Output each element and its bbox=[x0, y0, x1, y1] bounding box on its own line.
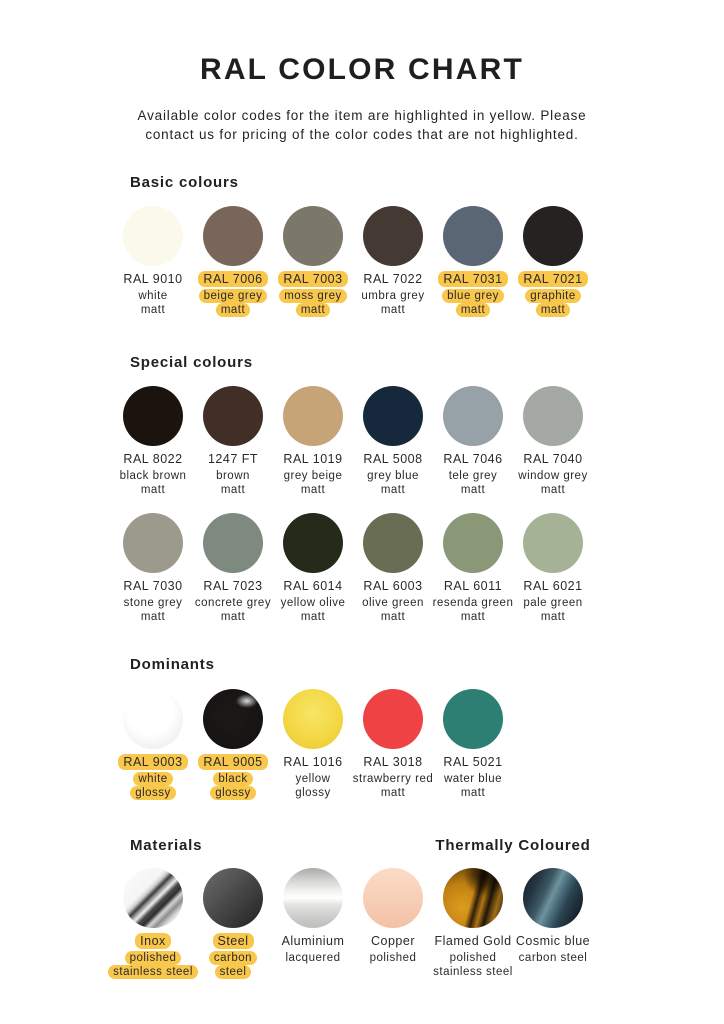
ral-9010-color-circle bbox=[123, 206, 183, 266]
swatch-sub-text: matt bbox=[380, 787, 406, 799]
swatch-sub-label bbox=[442, 290, 504, 303]
swatch-sub-label bbox=[216, 304, 250, 317]
swatch-code-text: RAL 7031 bbox=[438, 271, 507, 287]
swatch-sub-text: grey blue bbox=[367, 470, 419, 482]
swatch-sub-text: polished bbox=[125, 951, 182, 965]
swatch-sub-text: matt bbox=[296, 303, 330, 317]
intro-line-2: contact us for pricing of the color codes that are not highlighted. bbox=[145, 127, 579, 142]
swatch-ral-7040 bbox=[513, 386, 593, 497]
special-colours-row-2 bbox=[113, 513, 593, 624]
swatch-code-text: RAL 6014 bbox=[283, 579, 343, 593]
swatch-sub-text: tele grey bbox=[448, 470, 498, 482]
swatch-sub-label bbox=[210, 787, 256, 800]
swatch-code-text: RAL 7022 bbox=[363, 272, 423, 286]
swatch-code-label bbox=[208, 452, 258, 467]
swatch-sub-text: strawberry red bbox=[352, 773, 434, 785]
swatch-cosmic-blue bbox=[513, 868, 593, 979]
swatch-ral-6011 bbox=[433, 513, 513, 624]
flamed-gold-color-circle bbox=[443, 868, 503, 928]
page-title: RAL COLOR CHART bbox=[199, 53, 525, 87]
swatch-sub-label bbox=[381, 304, 405, 317]
swatch-sub-label bbox=[353, 773, 434, 786]
swatch-inox bbox=[113, 868, 193, 979]
swatch-sub-text: matt bbox=[380, 611, 406, 623]
swatch-sub-label bbox=[301, 484, 325, 497]
swatch-sub-label bbox=[213, 773, 252, 786]
section-heading-materials: Materials bbox=[130, 837, 203, 854]
swatch-code-label bbox=[283, 755, 342, 770]
swatch-ral-9010 bbox=[113, 206, 193, 317]
swatch-sub-text: white bbox=[138, 290, 168, 302]
swatch-sub-label bbox=[449, 470, 498, 483]
swatch-code-label bbox=[438, 272, 507, 287]
swatch-sub-label bbox=[519, 952, 588, 965]
swatch-code-label bbox=[443, 452, 502, 467]
swatch-code-label bbox=[283, 579, 342, 594]
swatch-sub-label bbox=[125, 952, 182, 965]
swatch-sub-text: matt bbox=[300, 484, 326, 496]
swatch-sub-label bbox=[285, 952, 340, 965]
swatch-code-text: RAL 8022 bbox=[123, 452, 183, 466]
swatch-code-text: Inox bbox=[135, 933, 171, 949]
swatch-code-label bbox=[118, 755, 187, 770]
intro-line-1: Available color codes for the item are highlighted in yellow. Please bbox=[137, 108, 587, 123]
ral-7046-color-circle bbox=[443, 386, 503, 446]
swatch-sub-text: matt bbox=[460, 787, 486, 799]
swatch-sub-text: brown bbox=[216, 470, 250, 482]
swatch-code-label bbox=[518, 272, 587, 287]
swatch-sub-label bbox=[433, 597, 514, 610]
swatch-sub-text: moss grey bbox=[279, 289, 347, 303]
swatch-sub-label bbox=[295, 787, 331, 800]
swatch-1247-ft bbox=[193, 386, 273, 497]
swatch-code-text: Steel bbox=[213, 933, 254, 949]
swatch-code-text: RAL 6003 bbox=[363, 579, 423, 593]
swatch-sub-label bbox=[461, 484, 485, 497]
swatch-sub-text: matt bbox=[380, 484, 406, 496]
swatch-sub-text: matt bbox=[220, 484, 246, 496]
swatch-code-text: RAL 1016 bbox=[283, 755, 343, 769]
swatch-sub-label bbox=[370, 952, 417, 965]
swatch-flamed-gold bbox=[433, 868, 513, 979]
swatch-sub-label bbox=[296, 304, 330, 317]
aluminium-color-circle bbox=[283, 868, 343, 928]
swatch-sub-text: concrete grey bbox=[194, 597, 272, 609]
swatch-sub-label bbox=[138, 290, 167, 303]
section-heading-basic-colours: Basic colours bbox=[130, 174, 239, 191]
swatch-ral-7030 bbox=[113, 513, 193, 624]
swatch-code-text: RAL 9010 bbox=[123, 272, 183, 286]
swatch-sub-text: glossy bbox=[130, 786, 176, 800]
swatch-sub-label bbox=[541, 484, 565, 497]
steel-color-circle bbox=[203, 868, 263, 928]
ral-7030-color-circle bbox=[123, 513, 183, 573]
swatch-code-text: Flamed Gold bbox=[434, 934, 512, 948]
swatch-code-label bbox=[434, 934, 511, 949]
swatch-sub-label bbox=[133, 773, 172, 786]
section-heading-thermally-coloured: Thermally Coloured bbox=[435, 837, 591, 854]
swatch-sub-label bbox=[199, 290, 268, 303]
swatch-code-text: RAL 7003 bbox=[278, 271, 347, 287]
swatch-ral-6021 bbox=[513, 513, 593, 624]
swatch-ral-1019 bbox=[273, 386, 353, 497]
basic-colours-row bbox=[113, 206, 593, 317]
swatch-sub-text: glossy bbox=[295, 787, 331, 799]
swatch-code-text: Aluminium bbox=[281, 934, 345, 948]
swatch-sub-text: matt bbox=[140, 484, 166, 496]
swatch-code-label bbox=[523, 579, 582, 594]
ral-6003-color-circle bbox=[363, 513, 423, 573]
ral-1019-color-circle bbox=[283, 386, 343, 446]
swatch-ral-1016 bbox=[273, 689, 353, 800]
swatch-sub-text: matt bbox=[216, 303, 250, 317]
swatch-sub-label bbox=[279, 290, 347, 303]
swatch-sub-label bbox=[381, 484, 405, 497]
ral-6021-color-circle bbox=[523, 513, 583, 573]
swatch-code-text: RAL 5008 bbox=[363, 452, 423, 466]
swatch-sub-label bbox=[296, 773, 331, 786]
swatch-sub-label bbox=[450, 952, 497, 965]
1247-ft-color-circle bbox=[203, 386, 263, 446]
swatch-code-label bbox=[123, 579, 182, 594]
swatch-sub-text: carbon steel bbox=[518, 952, 588, 964]
swatch-sub-text: matt bbox=[536, 303, 570, 317]
swatch-code-text: RAL 9005 bbox=[198, 754, 267, 770]
swatch-sub-text: pale green bbox=[523, 597, 583, 609]
section-heading-dominants: Dominants bbox=[130, 656, 215, 673]
ral-6011-color-circle bbox=[443, 513, 503, 573]
swatch-code-label bbox=[363, 755, 422, 770]
ral-7006-color-circle bbox=[203, 206, 263, 266]
swatch-sub-label bbox=[456, 304, 490, 317]
swatch-code-label bbox=[283, 452, 342, 467]
swatch-sub-text: matt bbox=[140, 611, 166, 623]
swatch-sub-label bbox=[221, 611, 245, 624]
swatch-ral-9005 bbox=[193, 689, 273, 800]
swatch-sub-text: matt bbox=[460, 484, 486, 496]
swatch-sub-text: matt bbox=[220, 611, 246, 623]
swatch-sub-label bbox=[381, 611, 405, 624]
swatch-ral-7031 bbox=[433, 206, 513, 317]
swatch-sub-label bbox=[141, 304, 165, 317]
swatch-code-text: RAL 7021 bbox=[518, 271, 587, 287]
swatch-code-label bbox=[135, 934, 171, 949]
ral-7040-color-circle bbox=[523, 386, 583, 446]
ral-7003-color-circle bbox=[283, 206, 343, 266]
dominants-row bbox=[113, 689, 513, 800]
swatch-sub-label bbox=[215, 966, 252, 979]
ral-3018-color-circle bbox=[363, 689, 423, 749]
swatch-sub-text: stone grey bbox=[123, 597, 183, 609]
swatch-code-label bbox=[123, 452, 182, 467]
swatch-sub-label bbox=[120, 470, 187, 483]
swatch-ral-5021 bbox=[433, 689, 513, 800]
swatch-sub-text: water blue bbox=[443, 773, 503, 785]
swatch-sub-label bbox=[284, 470, 343, 483]
swatch-sub-text: graphite bbox=[525, 289, 581, 303]
swatch-sub-text: black brown bbox=[119, 470, 187, 482]
swatch-code-label bbox=[371, 934, 415, 949]
swatch-code-label bbox=[443, 755, 502, 770]
intro-text bbox=[0, 106, 724, 144]
swatch-sub-text: matt bbox=[540, 611, 566, 623]
swatch-code-label bbox=[278, 272, 347, 287]
swatch-sub-label bbox=[461, 787, 485, 800]
swatch-code-label bbox=[523, 452, 582, 467]
swatch-ral-7021 bbox=[513, 206, 593, 317]
cosmic-blue-color-circle bbox=[523, 868, 583, 928]
swatch-ral-3018 bbox=[353, 689, 433, 800]
swatch-sub-text: resenda green bbox=[432, 597, 514, 609]
swatch-sub-label bbox=[523, 597, 582, 610]
swatch-code-text: RAL 7046 bbox=[443, 452, 503, 466]
swatch-sub-label bbox=[108, 966, 198, 979]
swatch-sub-text: yellow bbox=[295, 773, 331, 785]
swatch-code-text: RAL 7040 bbox=[523, 452, 583, 466]
swatch-sub-label bbox=[461, 611, 485, 624]
swatch-sub-text: matt bbox=[460, 611, 486, 623]
swatch-code-label bbox=[213, 934, 254, 949]
swatch-sub-text: matt bbox=[380, 304, 406, 316]
ral-7023-color-circle bbox=[203, 513, 263, 573]
ral-6014-color-circle bbox=[283, 513, 343, 573]
swatch-sub-text: yellow olive bbox=[280, 597, 346, 609]
copper-color-circle bbox=[363, 868, 423, 928]
ral-7021-color-circle bbox=[523, 206, 583, 266]
swatch-code-text: 1247 FT bbox=[207, 452, 259, 466]
ral-7022-color-circle bbox=[363, 206, 423, 266]
swatch-ral-9003 bbox=[113, 689, 193, 800]
swatch-sub-label bbox=[367, 470, 419, 483]
swatch-sub-text: umbra grey bbox=[361, 290, 425, 302]
ral-9005-color-circle bbox=[203, 689, 263, 749]
swatch-sub-text: stainless steel bbox=[108, 965, 198, 979]
swatch-sub-text: matt bbox=[140, 304, 166, 316]
swatch-sub-label bbox=[281, 597, 346, 610]
swatch-sub-label bbox=[221, 484, 245, 497]
inox-color-circle bbox=[123, 868, 183, 928]
swatch-code-label bbox=[198, 272, 267, 287]
special-colours-row-1 bbox=[113, 386, 593, 497]
swatch-ral-7046 bbox=[433, 386, 513, 497]
swatch-code-text: Cosmic blue bbox=[515, 934, 591, 948]
swatch-aluminium bbox=[273, 868, 353, 979]
swatch-sub-text: grey beige bbox=[283, 470, 343, 482]
swatch-sub-text: matt bbox=[456, 303, 490, 317]
swatch-steel bbox=[193, 868, 273, 979]
swatch-code-text: RAL 7006 bbox=[198, 271, 267, 287]
ral-8022-color-circle bbox=[123, 386, 183, 446]
ral-5021-color-circle bbox=[443, 689, 503, 749]
swatch-sub-text: glossy bbox=[210, 786, 256, 800]
swatch-sub-label bbox=[433, 966, 513, 979]
swatch-sub-label bbox=[124, 597, 183, 610]
swatch-ral-7022 bbox=[353, 206, 433, 317]
swatch-sub-text: stainless steel bbox=[433, 966, 513, 978]
swatch-code-text: RAL 1019 bbox=[283, 452, 343, 466]
swatch-sub-text: polished bbox=[369, 952, 417, 964]
swatch-copper bbox=[353, 868, 433, 979]
swatch-ral-8022 bbox=[113, 386, 193, 497]
swatch-code-label bbox=[363, 272, 422, 287]
swatch-sub-label bbox=[301, 611, 325, 624]
swatch-sub-label bbox=[195, 597, 271, 610]
swatch-sub-label bbox=[362, 597, 424, 610]
swatch-sub-text: matt bbox=[300, 611, 326, 623]
swatch-sub-label bbox=[525, 290, 581, 303]
swatch-ral-5008 bbox=[353, 386, 433, 497]
swatch-code-text: RAL 6021 bbox=[523, 579, 583, 593]
ral-9003-color-circle bbox=[123, 689, 183, 749]
swatch-code-text: Copper bbox=[371, 934, 415, 948]
swatch-code-label bbox=[363, 579, 422, 594]
swatch-sub-label bbox=[381, 787, 405, 800]
swatch-ral-7003 bbox=[273, 206, 353, 317]
swatch-code-label bbox=[123, 272, 182, 287]
swatch-code-label bbox=[203, 579, 262, 594]
swatch-ral-7023 bbox=[193, 513, 273, 624]
ral-1016-color-circle bbox=[283, 689, 343, 749]
swatch-code-text: RAL 7023 bbox=[203, 579, 263, 593]
swatch-sub-text: blue grey bbox=[442, 289, 504, 303]
swatch-code-label bbox=[198, 755, 267, 770]
swatch-code-label bbox=[363, 452, 422, 467]
swatch-ral-7006 bbox=[193, 206, 273, 317]
swatch-sub-text: white bbox=[133, 772, 172, 786]
swatch-sub-label bbox=[541, 611, 565, 624]
ral-5008-color-circle bbox=[363, 386, 423, 446]
swatch-sub-label bbox=[536, 304, 570, 317]
swatch-sub-text: olive green bbox=[362, 597, 424, 609]
swatch-sub-text: window grey bbox=[518, 470, 588, 482]
swatch-sub-text: matt bbox=[540, 484, 566, 496]
swatch-code-label bbox=[444, 579, 502, 594]
swatch-sub-text: beige grey bbox=[199, 289, 268, 303]
section-heading-special-colours: Special colours bbox=[130, 354, 253, 371]
swatch-code-text: RAL 3018 bbox=[363, 755, 423, 769]
ral-7031-color-circle bbox=[443, 206, 503, 266]
swatch-sub-label bbox=[216, 470, 250, 483]
swatch-sub-text: black bbox=[213, 772, 252, 786]
swatch-code-label bbox=[516, 934, 590, 949]
swatch-sub-text: lacquered bbox=[285, 952, 341, 964]
swatch-ral-6014 bbox=[273, 513, 353, 624]
swatch-sub-label bbox=[141, 484, 165, 497]
swatch-sub-label bbox=[518, 470, 587, 483]
swatch-sub-label bbox=[209, 952, 257, 965]
swatch-sub-label bbox=[444, 773, 502, 786]
swatch-sub-label bbox=[130, 787, 176, 800]
swatch-code-label bbox=[282, 934, 345, 949]
swatch-sub-label bbox=[361, 290, 424, 303]
materials-row bbox=[113, 868, 593, 979]
swatch-sub-label bbox=[141, 611, 165, 624]
swatch-sub-text: carbon bbox=[209, 951, 257, 965]
swatch-code-text: RAL 5021 bbox=[443, 755, 503, 769]
swatch-sub-text: steel bbox=[215, 965, 252, 979]
swatch-code-text: RAL 7030 bbox=[123, 579, 183, 593]
swatch-ral-6003 bbox=[353, 513, 433, 624]
swatch-sub-text: polished bbox=[449, 952, 497, 964]
swatch-code-text: RAL 6011 bbox=[443, 579, 503, 593]
swatch-code-text: RAL 9003 bbox=[118, 754, 187, 770]
